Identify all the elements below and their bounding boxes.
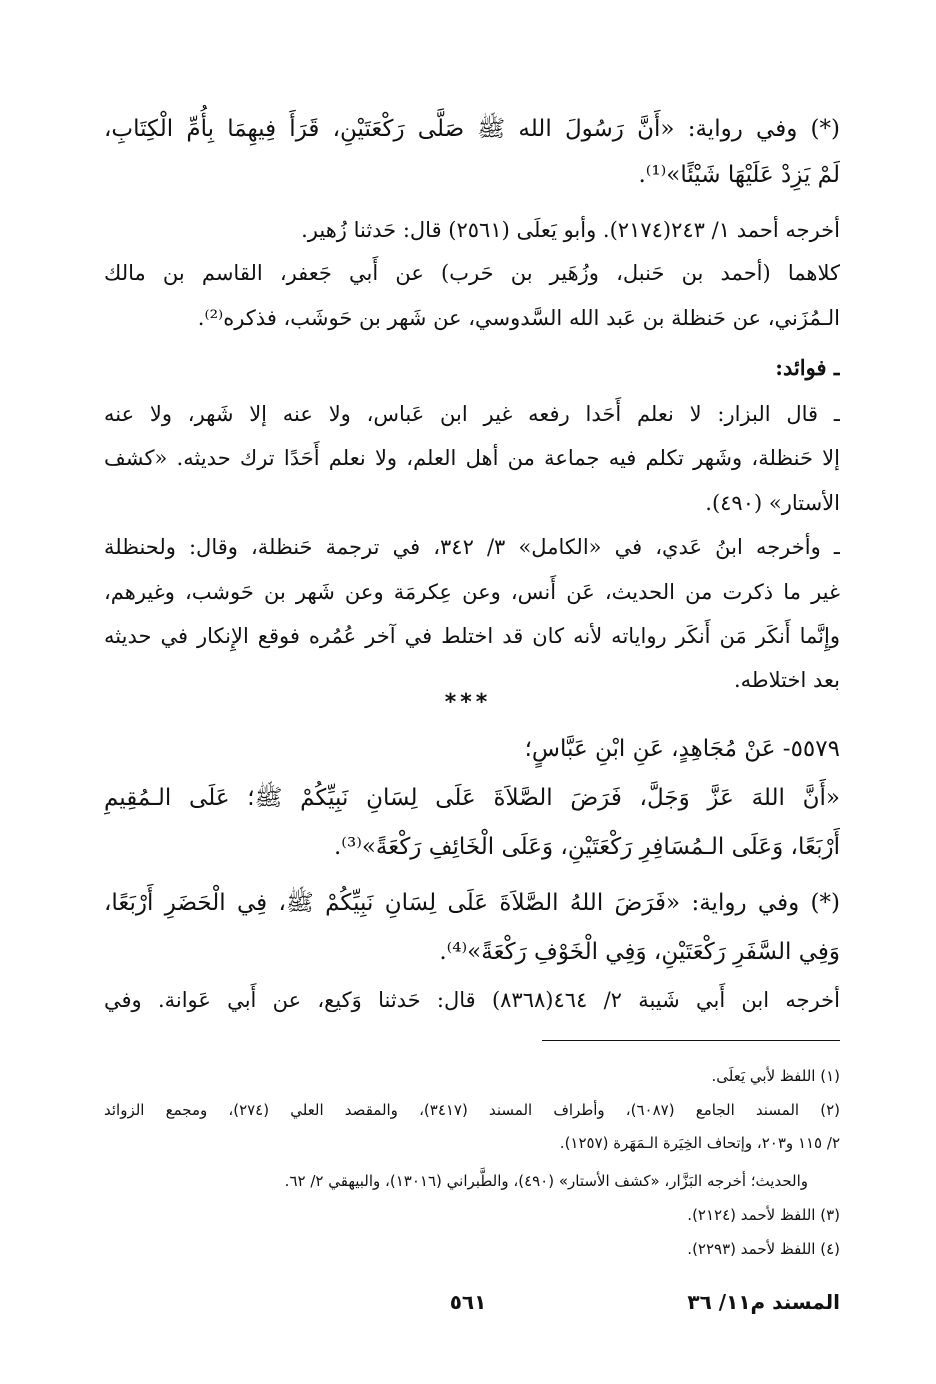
section-heading: ـ فوائد:: [775, 355, 840, 380]
hadith-text-line: (*) وفي رواية: «فَرَضَ اللهُ الصَّلاَةَ عَلَى لِسَانِ نَبِيِّكُمْ ﷺ، فِي الْحَضَرِ أَرْبَعًا،: [104, 890, 840, 916]
page-number: ٥٦١: [449, 1290, 487, 1314]
hadith-text-line: وَفِي السَّفَرِ رَكْعَتَيْنِ، وَفِي الْخَوْفِ رَكْعَةً»⁽⁴⁾.: [439, 939, 840, 965]
text-line: وإِنَّما أَنكَر مَن أَنكَر رواياته لأنه كان قد اختلط في آخر عُمُره فوقع الإِنكار في حديثه: [104, 624, 840, 648]
text-line: كلاهما (أحمد بن حَنبل، وزُهَير بن حَرب) عن أَبي جَعفر، القاسم بن مالك: [104, 261, 840, 285]
footnote: (٣) اللفظ لأحمد (٢١٢٤).: [687, 1206, 840, 1224]
text-line: ـ وأخرجه ابنُ عَدي، في «الكامل» ٣/ ٣٤٢، في ترجمة حَنظلة، وقال: ولحنظلة: [104, 535, 840, 559]
text-line: غير ما ذكرت من الحديث، عَن أَنس، وعن عِكرمَة وعن شَهر بن حَوشب، وغيرهم،: [104, 580, 840, 604]
footnote: والحديث؛ أخرجه البَزَّار، «كشف الأستار» (٤٩٠)، والطَّبراني (١٣٠١٦)، والبيهقي ٢/ ٦٢.: [284, 1172, 808, 1190]
text-line: بعد اختلاطه.: [733, 668, 840, 692]
hadith-number-line: ٥٥٧٩- عَنْ مُجَاهِدٍ، عَنِ ابْنِ عَبَّاسٍ؛: [524, 736, 840, 762]
text-line: الأستار» (٤٩٠).: [705, 491, 840, 515]
hadith-text-line: «أَنَّ اللهَ عَزَّ وَجَلَّ، فَرَضَ الصَّلاَةَ عَلَى لِسَانِ نَبِيِّكُمْ ﷺ؛ عَلَى الـمُقِيمِ: [104, 785, 840, 811]
hadith-text-line: أَرْبَعًا، وَعَلَى الـمُسَافِرِ رَكْعَتَيْنِ، وَعَلَى الْخَائِفِ رَكْعَةً»⁽³⁾.: [333, 834, 840, 860]
text-line: أخرجه ابن أَبي شَيبة ٢/ ٤٦٤(٨٣٦٨) قال: حَدثنا وَكيع، عن أَبي عَوانة. وفي: [104, 988, 840, 1012]
text-line: الـمُزَني، عن حَنظلة بن عَبد الله السَّدوسي، عن شَهر بن حَوشَب، فذكره⁽²⁾.: [197, 306, 840, 330]
book-signature: المسند م١١/ ٣٦: [687, 1290, 840, 1314]
text-line: (*) وفي رواية: «أَنَّ رَسُولَ الله ﷺ صَلَّى رَكْعَتَيْنِ، قَرَأَ فِيهِمَا بِأُمِّ الْكِتَابِ،: [104, 116, 840, 142]
footnote: ٢/ ١١٥ و٢٠٣، وإتحاف الخِيَرة الـمَهَرة (١٢٥٧).: [559, 1134, 840, 1152]
footnote-separator: [542, 1040, 840, 1041]
text-line: أخرجه أحمد ١/ ٢٤٣(٢١٧٤). وأبو يَعلَى (٢٥٦١) قال: حَدثنا زُهير.: [301, 218, 840, 242]
footnote: (١) اللفظ لأبي يَعلَى.: [711, 1067, 840, 1085]
footnote: (٢) المسند الجامع (٦٠٨٧)، وأطراف المسند (٣٤١٧)، والمقصد العلي (٢٧٤)، ومجمع الزوائد: [104, 1101, 840, 1119]
footnote: (٤) اللفظ لأحمد (٢٢٩٣).: [687, 1240, 840, 1258]
text-line: لَمْ يَزِدْ عَلَيْهَا شَيْئًا»⁽¹⁾.: [638, 162, 840, 188]
text-line: ـ قال البزار: لا نعلم أَحَدا رفعه غير ابن عَباس، ولا عنه إلا شَهر، ولا عنه: [104, 402, 840, 426]
text-line: إلا حَنظلة، وشَهر تكلم فيه جماعة من أهل العلم، ولا نعلم أَحَدًا ترك حديثه. «كشف: [104, 446, 840, 470]
section-separator: ***: [444, 690, 492, 715]
